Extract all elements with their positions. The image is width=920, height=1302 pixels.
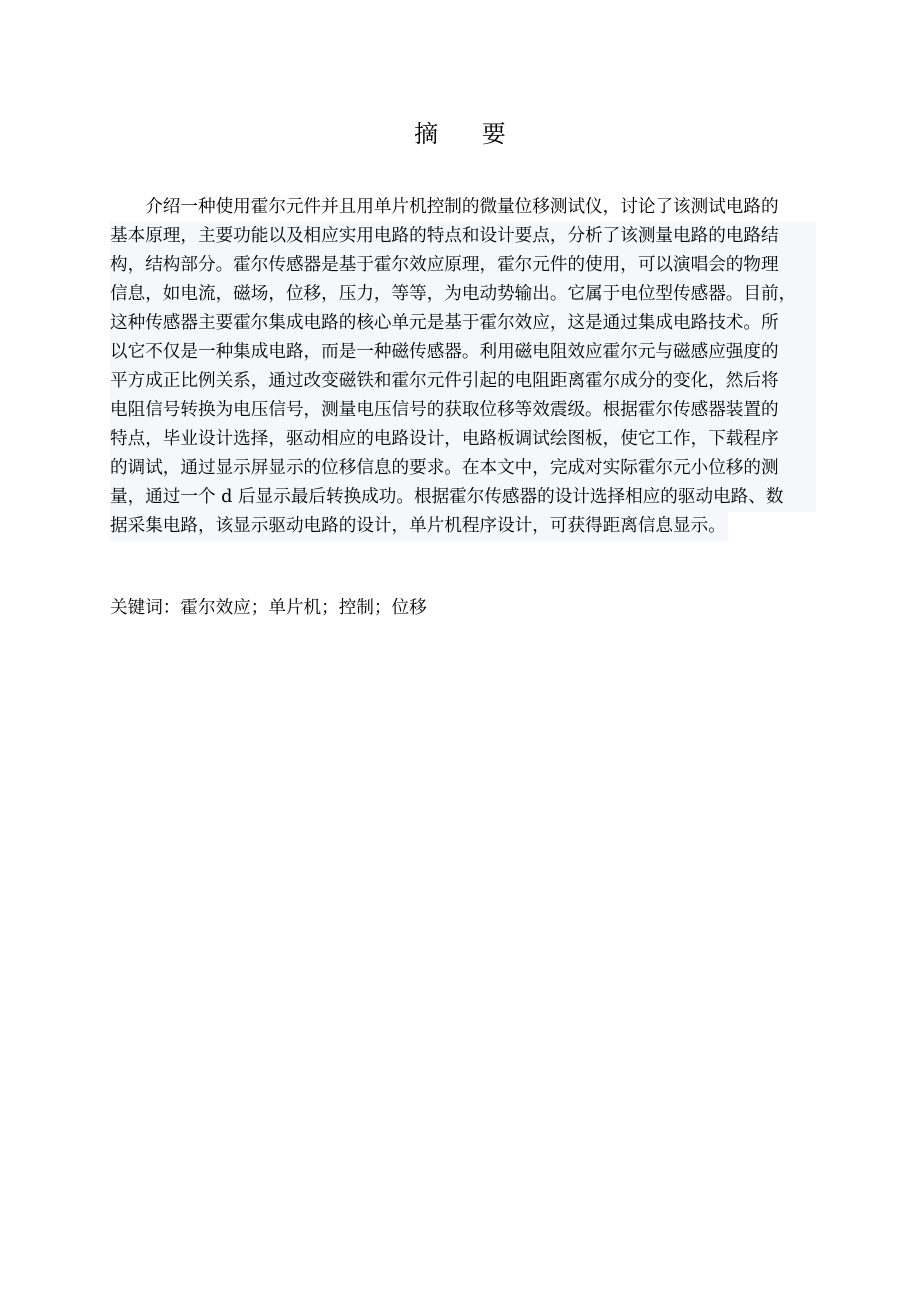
abstract-line: 信息，如电流，磁场，位移，压力，等等，为电动势输出。它属于电位型传感器。目前， (110, 280, 816, 309)
keywords-label: 关键词： (110, 598, 181, 618)
abstract-line: 基本原理，主要功能以及相应实用电路的特点和设计要点，分析了该测量电路的电路结 (110, 222, 816, 251)
abstract-line: 量，通过一个 d 后显示最后转换成功。根据霍尔传感器的设计选择相应的驱动电路、数 (110, 483, 816, 512)
keywords-value: 霍尔效应；单片机；控制；位移 (180, 598, 427, 618)
abstract-line: 介绍一种使用霍尔元件并且用单片机控制的微量位移测试仪，讨论了该测试电路的 (110, 193, 816, 222)
abstract-line: 电阻信号转换为电压信号，测量电压信号的获取位移等效震级。根据霍尔传感器装置的 (110, 396, 816, 425)
abstract-line: 据采集电路，该显示驱动电路的设计，单片机程序设计，可获得距离信息显示。 (110, 512, 728, 541)
abstract-line: 的调试，通过显示屏显示的位移信息的要求。在本文中，完成对实际霍尔元小位移的测 (110, 454, 816, 483)
page-title: 摘 要 (414, 120, 524, 148)
abstract-line: 特点，毕业设计选择，驱动相应的电路设计，电路板调试绘图板，使它工作，下载程序 (110, 425, 816, 454)
abstract-line: 平方成正比例关系，通过改变磁铁和霍尔元件引起的电阻距离霍尔成分的变化，然后将 (110, 367, 816, 396)
abstract-line: 构，结构部分。霍尔传感器是基于霍尔效应原理，霍尔元件的使用，可以演唱会的物理 (110, 251, 816, 280)
abstract-body (110, 193, 816, 545)
keywords (110, 594, 427, 622)
abstract-line: 以它不仅是一种集成电路，而是一种磁传感器。利用磁电阻效应霍尔元与磁感应强度的 (110, 338, 816, 367)
abstract-line: 这种传感器主要霍尔集成电路的核心单元是基于霍尔效应，这是通过集成电路技术。所 (110, 309, 816, 338)
